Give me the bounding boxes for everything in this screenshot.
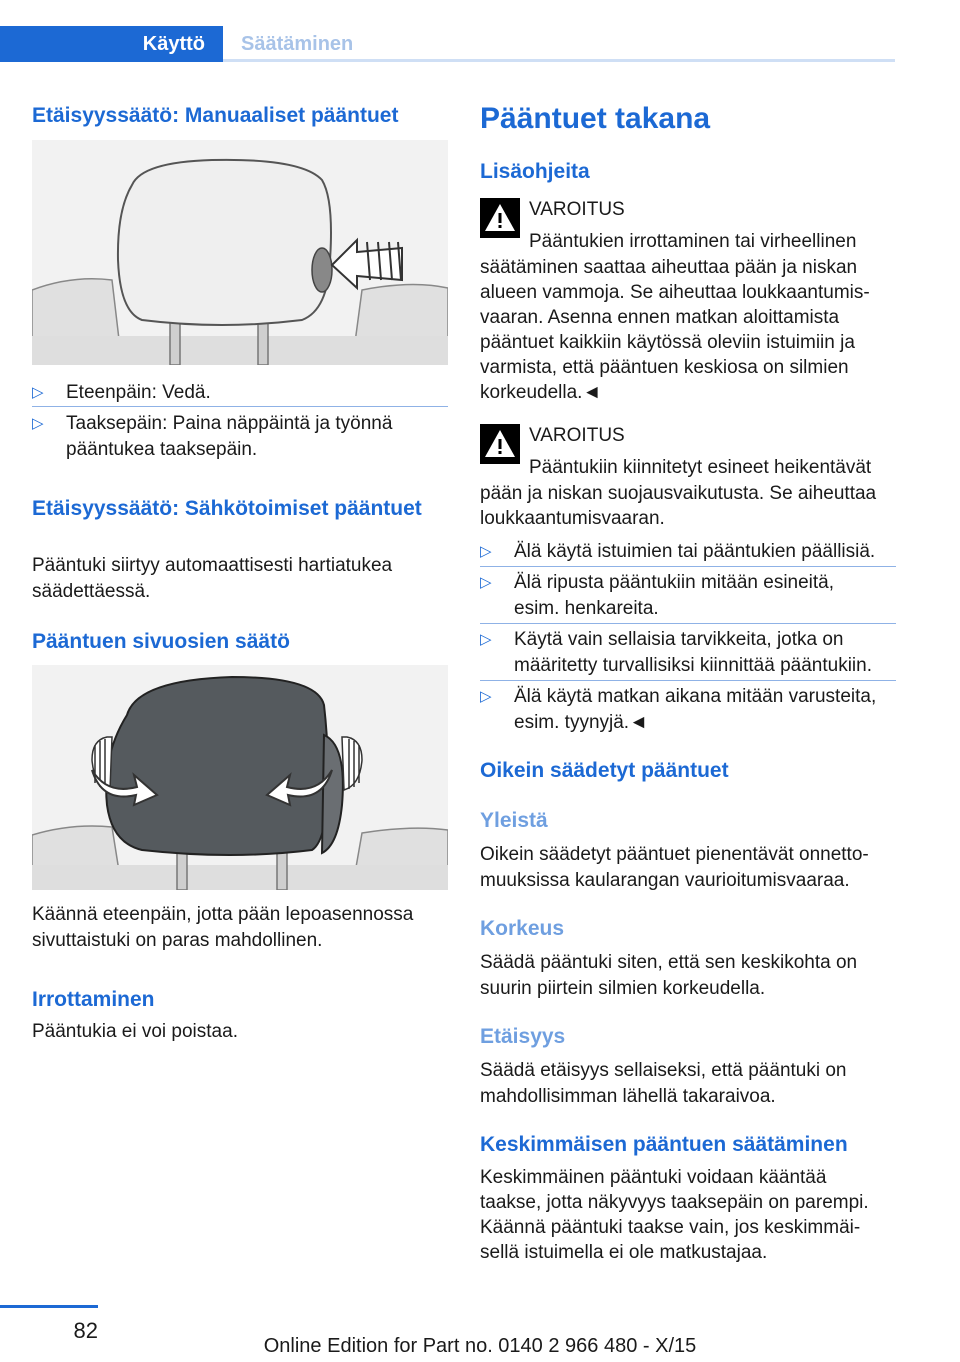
triangle-bullet-icon: ▷: [32, 415, 44, 432]
paragraph-distance: Säädä etäisyys sellaiseksi, että pääntuki on mahdollisimman lähellä takaraivoa.: [480, 1060, 847, 1107]
paragraph-middle-line: Keskimmäinen pääntuki voidaan kääntää: [480, 1167, 827, 1188]
paragraph-middle-line: sellä istuimella ei ole matkustajaa.: [480, 1242, 768, 1263]
warning-text-line: pään ja niskan suojausvaikutusta. Se aiheuttaa: [480, 483, 877, 504]
warning-label: VAROITUS: [529, 199, 625, 220]
page-title: Pääntuet takana: [480, 102, 711, 135]
footer-rule: [0, 1305, 98, 1308]
triangle-bullet-icon: ▷: [480, 574, 492, 591]
headrest-side-image: [32, 665, 448, 890]
list-item-text: Älä käytä matkan aikana mitään varusteita, esim. tyynyjä.◄: [514, 686, 877, 733]
list-divider: [32, 406, 448, 407]
headrest-manual-image: [32, 140, 448, 365]
warning-text-line: varmista, että pääntuen keskiosa on silmien: [480, 357, 849, 378]
list-item-text: Älä ripusta pääntukiin mitään esineitä, esim. henkareita.: [514, 572, 835, 619]
warning-text-line: säätäminen saattaa aiheuttaa pään ja niskan: [480, 257, 858, 278]
paragraph-middle-line: Käännä pääntuki taakse vain, jos keskimmäi-: [480, 1217, 861, 1238]
warning-text-line: alueen vammoja. Se aiheuttaa loukkaantumis-: [480, 282, 870, 303]
heading-removal: Irrottaminen: [32, 988, 155, 1011]
list-item: [480, 684, 896, 736]
headrest-manual-illustration: [32, 140, 448, 365]
warning-triangle-icon: [480, 424, 520, 464]
warning-text-line: loukkaantumisvaaran.: [480, 508, 665, 529]
headrest-side-illustration: [32, 665, 448, 890]
triangle-bullet-icon: ▷: [32, 384, 44, 401]
tab-kaytto[interactable]: [0, 26, 223, 62]
chapter-tabs: [0, 26, 895, 62]
warning-text-line: Pääntukiin kiinnitetyt esineet heikentävät: [529, 457, 872, 478]
warning-text-line: Pääntukien irrottaminen tai virheellinen: [529, 231, 857, 252]
heading-height: Korkeus: [480, 917, 565, 940]
heading-additional-info: Lisäohjeita: [480, 160, 590, 183]
triangle-bullet-icon: ▷: [480, 688, 492, 705]
list-item: [480, 570, 896, 622]
list-item-text: Käytä vain sellaisia tarvikkeita, jotka on määritetty turvallisiksi kiinnittää pääntukiin.: [514, 629, 872, 676]
tab-saataminen[interactable]: [223, 26, 895, 62]
warning-triangle-icon: [480, 198, 520, 238]
list-item: [32, 380, 448, 406]
heading-side-adjust: Pääntuen sivuosien säätö: [32, 630, 290, 653]
list-item: [480, 539, 896, 565]
tab-saataminen-label: Säätäminen: [241, 33, 354, 55]
heading-middle-headrest: Keskimmäisen pääntuen säätäminen: [480, 1133, 848, 1156]
warning-label: VAROITUS: [529, 425, 625, 446]
paragraph-removal: Pääntukia ei voi poistaa.: [32, 1021, 238, 1042]
paragraph-general: Oikein säädetyt pääntuet pienentävät onnetto-muuksissa kaularangan vaurioitumisvaaraa.: [480, 844, 869, 891]
paragraph-middle-line: taakse, jotta näkyvyys taaksepäin on parempi.: [480, 1192, 869, 1213]
heading-manual-distance: Etäisyyssäätö: Manuaaliset pääntuet: [32, 104, 399, 127]
warning-text-line: korkeudella.◄: [480, 382, 602, 403]
footer-edition: Online Edition for Part no. 0140 2 966 480 - X/15: [263, 1335, 697, 1357]
page-number: 82: [73, 1318, 98, 1343]
warning-text-line: vaaran. Asenna ennen matkan aloittamista: [480, 307, 840, 328]
warning-text-line: pääntuet kaikkiin käytössä oleviin istuimiin ja: [480, 332, 855, 353]
list-item: [32, 411, 448, 463]
paragraph-side-adjust: Käännä eteenpäin, jotta pään lepoasennossa sivuttaistuki on paras mahdollinen.: [32, 904, 414, 951]
list-item-text: Taaksepäin: Paina näppäintä ja työnnä pääntukea taaksepäin.: [66, 413, 393, 460]
list-divider: [480, 566, 896, 567]
tab-underline: [223, 59, 895, 62]
heading-electric-distance: Etäisyyssäätö: Sähkötoimiset pääntuet: [32, 497, 422, 520]
list-item-text: Älä käytä istuimien tai pääntukien päällisiä.: [514, 541, 876, 562]
list-item: [480, 627, 896, 679]
tab-kaytto-label: Käyttö: [142, 33, 205, 55]
list-divider: [480, 623, 896, 624]
list-item-text: Eteenpäin: Vedä.: [66, 382, 211, 403]
heading-correct-adjustment: Oikein säädetyt pääntuet: [480, 759, 729, 782]
paragraph-height: Säädä pääntuki siten, että sen keskikohta on suurin piirtein silmien korkeudella.: [480, 952, 858, 999]
heading-general: Yleistä: [480, 809, 548, 832]
triangle-bullet-icon: ▷: [480, 631, 492, 648]
heading-distance: Etäisyys: [480, 1025, 566, 1048]
triangle-bullet-icon: ▷: [480, 543, 492, 560]
paragraph-electric: Pääntuki siirtyy automaattisesti hartiatukea säädettäessä.: [32, 555, 393, 602]
list-divider: [480, 680, 896, 681]
